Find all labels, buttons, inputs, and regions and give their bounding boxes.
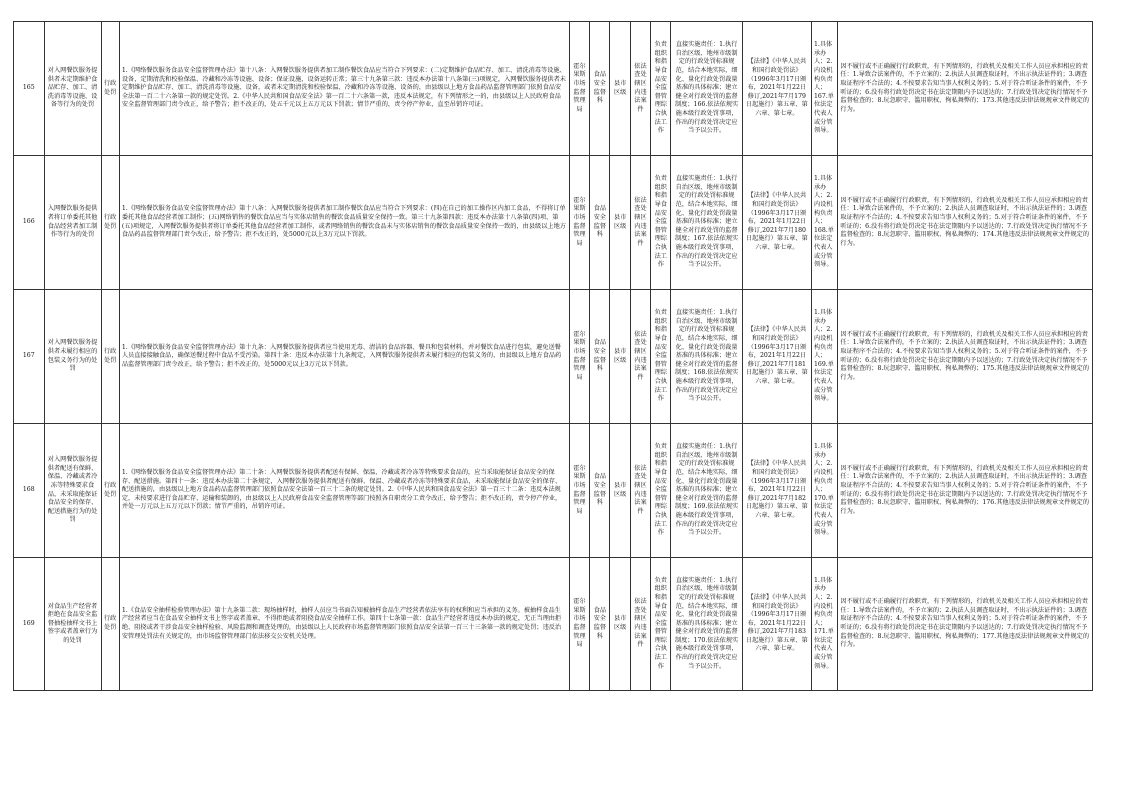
accountability-cases: 因不履行或不正确履行行政职责，有下列情形的，行政机关及相关工作人员应承担相应的责任：1.导致合法案件的，不予立案的；2.执法人员调查取证时，不出示执法证件的；3.调查取证程序不合法的；4.不按要求告知当事人权利义务的；5.对于符合听证条件的案件，不予听证的；6.没有将行政处罚决定书在法定期限内予以送达的；7.行政处罚决定执行情况不予监督检查的；8.玩忽职守、滥用职权、徇私舞弊的；173.其他违反法律法规规章文件规定的行为。: [838, 22, 1093, 156]
procedural-law: 【法律】《中华人民共和国行政处罚法》（1996年3月17日颁布，2021年1月22日修订,2021年7月180日起施行）第五章、第六章、第七章。: [742, 156, 811, 290]
legal-basis: 1.《网络餐饮服务食品安全监督管理办法》第十八条：入网餐饮服务提供者加工制作餐饮食品应当符合下列要求：(四)在自己的加工操作区内加工食品，不得将订单委托其他食品经营者加工制作；(五)网络销售的餐饮食品应当与实体店销售的餐饮食品质量安全保持一致。第三十九条第四款：违反本办法第十八条第(四)项、第(五)项规定，入网餐饮服务提供者将订单委托其他食品经营者加工制作，或者网络销售的餐饮食品未与实体店销售的餐饮食品质量安全保持一致的，由县级以上地方食品药品监督管理部门责令改正，给予警告；拒不改正的，处5000元以上3万元以下罚款。: [119, 156, 569, 290]
responsible-department: 食品安全监督科: [590, 22, 610, 156]
responsibility-scope: 负责组织和指导食品安全监督管理综合执法工作: [651, 424, 671, 558]
item-type: 行政处罚: [101, 290, 119, 424]
administrative-level: 县市区级: [610, 22, 630, 156]
item-name: 对入网餐饮服务提供者未定期维护食品贮存、加工、清洗消毒等设施、设备等行为的处罚: [44, 22, 101, 156]
enforcement-subject: 依法查处辖区内违法案件: [630, 22, 650, 156]
item-name: 对食品生产经营者拒绝在食品安全监督抽检抽样文书上签字或者盖章行为的处罚: [44, 558, 101, 691]
procedural-law: 【法律】《中华人民共和国行政处罚法》（1996年3月17日颁布，2021年1月22日修订,2021年7月183日起施行）第五章、第六章、第七章。: [742, 558, 811, 691]
table-row: [14, 156, 1093, 290]
responsibility-scope: 负责组织和指导食品安全监督管理综合执法工作: [651, 22, 671, 156]
item-name: 对入网餐饮服务提供者未履行相应的包装义务行为的处罚: [44, 290, 101, 424]
item-type: 行政处罚: [101, 156, 119, 290]
responsibility-description: 直接实施责任：1.执行自治区级、地州市级制定的行政处罚标准规范，结合本地实际，细化、量化行政处罚裁量基准的具体标准；建立健全对行政处罚的监督制度；167.依法依规实施本级行政处罚事项，作出的行政处罚决定应当予以公开。: [671, 156, 742, 290]
authority-table: [13, 21, 1093, 691]
accountable-persons: 1.具体承办人；2.内设机构负责人；171.单位法定代表人或分管领导。: [811, 558, 837, 691]
accountability-cases: 因不履行或不正确履行行政职责，有下列情形的，行政机关及相关工作人员应承担相应的责任：1.导致合法案件的，不予立案的；2.执法人员调查取证时，不出示执法证件的；3.调查取证程序不合法的；4.不按要求告知当事人权利义务的；5.对于符合听证条件的案件，不予听证的；6.没有将行政处罚决定书在法定期限内予以送达的；7.行政处罚决定执行情况不予监督检查的；8.玩忽职守、滥用职权、徇私舞弊的；175.其他违反法律法规规章文件规定的行为。: [838, 290, 1093, 424]
procedural-law: 【法律】《中华人民共和国行政处罚法》（1996年3月17日颁布，2021年1月22日修订,2021年7月179日起施行）第五章、第六章、第七章。: [742, 22, 811, 156]
enforcement-subject: 依法查处辖区内违法案件: [630, 558, 650, 691]
responsibility-description: 直接实施责任：1.执行自治区级、地州市级制定的行政处罚标准规范，结合本地实际，细化、量化行政处罚裁量基准的具体标准；建立健全对行政处罚的监督制度；166.依法依规实施本级行政处罚事项，作出的行政处罚决定应当予以公开。: [671, 22, 742, 156]
administrative-level: 县市区级: [610, 424, 630, 558]
legal-basis: 1.《网络餐饮服务食品安全监督管理办法》第十九条：入网餐饮服务提供者应当使用无毒、清洁的食品容器、餐具和包装材料，并对餐饮食品进行包装，避免送餐人员直接接触食品，确保送餐过程中食品不受污染。第四十条：违反本办法第十九条规定，入网餐饮服务提供者未履行相应的包装义务的，由县级以上地方食品药品监督管理部门责令改正，给予警告；拒不改正的，处5000元以上3万元以下罚款。: [119, 290, 569, 424]
table-row: [14, 424, 1093, 558]
responsibility-description: 直接实施责任：1.执行自治区级、地州市级制定的行政处罚标准规范，结合本地实际，细化、量化行政处罚裁量基准的具体标准；建立健全对行政处罚的监督制度；169.依法依规实施本级行政处罚事项，作出的行政处罚决定应当予以公开。: [671, 424, 742, 558]
administrative-level: 县市区级: [610, 558, 630, 691]
legal-basis: 1.《食品安全抽样检验管理办法》第十九条第二款：现场抽样时，抽样人员应当书面告知被抽样食品生产经营者依法享有的权利和应当承担的义务。被抽样食品生产经营者应当在食品安全抽样文书上签字或者盖章，不得拒绝或者阻挠食品安全抽样工作。第四十七条第一款：食品生产经营者违反本办法的规定，无正当理由拒绝、阻挠或者干涉食品安全抽样检验、风险监测和调查处理的，由县级以上人民政府市场监督管理部门依照食品安全法第一百三十三条第一款的规定处罚；违反治安管理处罚法有关规定的，由市场监督管理部门依法移交公安机关处理。: [119, 558, 569, 691]
responsibility-scope: 负责组织和指导食品安全监督管理综合执法工作: [651, 558, 671, 691]
responsibility-scope: 负责组织和指导食品安全监督管理综合执法工作: [651, 156, 671, 290]
legal-basis: 1.《网络餐饮服务食品安全监督管理办法》第二十条：入网餐饮服务提供者配送有保鲜、保温、冷藏或者冷冻等特殊要求食品的，应当采取能保证食品安全的保存、配送措施。第四十一条：违反本办法第二十条规定，入网餐饮服务提供者配送有保鲜、保温、冷藏或者冷冻等特殊要求食品，未采取能保证食品安全的保存、配送措施的，由县级以上地方食品药品监督管理部门依照食品安全法第一百三十二条的规定处罚。2.《中华人民共和国食品安全法》第一百三十二条：违反本法规定，未按要求进行食品贮存、运输和装卸的，由县级以上人民政府食品安全监督管理等部门按照各自职责分工责令改正，给予警告；拒不改正的，责令停产停业，并处一万元以上五万元以下罚款；情节严重的，吊销许可证。: [119, 424, 569, 558]
accountable-persons: 1.具体承办人；2.内设机构负责人；169.单位法定代表人或分管领导。: [811, 290, 837, 424]
item-type: 行政处罚: [101, 22, 119, 156]
implementing-agency: 霍尔果斯市场监督管理局: [569, 424, 589, 558]
accountable-persons: 1.具体承办人；2.内设机构负责人；170.单位法定代表人或分管领导。: [811, 424, 837, 558]
accountable-persons: 1.具体承办人；2.内设机构负责人；167.单位法定代表人或分管领导。: [811, 22, 837, 156]
table-row: [14, 558, 1093, 691]
responsibility-scope: 负责组织和指导食品安全监督管理综合执法工作: [651, 290, 671, 424]
row-number: 165: [14, 22, 45, 156]
responsible-department: 食品安全监督科: [590, 424, 610, 558]
enforcement-subject: 依法查处辖区内违法案件: [630, 424, 650, 558]
row-number: 168: [14, 424, 45, 558]
legal-basis: 1.《网络餐饮服务食品安全监督管理办法》第十八条：入网餐饮服务提供者加工制作餐饮食品应当符合下列要求：(二)定期维护食品贮存、加工、清洗消毒等设施、设备，定期清洗和校验保温、冷藏和冷冻等设施、设备；保证设施、设备运转正常；第三十九条第三款：违反本办法第十八条第(三)项规定，入网餐饮服务提供者未定期维护食品贮存、加工、清洗消毒等设施、设备，或者未定期清洗和校验保温、冷藏和冷冻等设施、设备的，由县级以上地方食品药品监督管理部门依照食品安全法第一百二十六条第一款的规定处罚。2.《中华人民共和国食品安全法》第一百二十六条第一款，违反本法规定，有下列情形之一的，由县级以上人民政府食品安全监督管理部门责令改正，给予警告；拒不改正的，处五千元以上五万元以下罚款；情节严重的，责令停产停业，直至吊销许可证。: [119, 22, 569, 156]
row-number: 166: [14, 156, 45, 290]
enforcement-subject: 依法查处辖区内违法案件: [630, 290, 650, 424]
procedural-law: 【法律】《中华人民共和国行政处罚法》（1996年3月17日颁布，2021年1月22日修订,2021年7月182日起施行）第五章、第六章、第七章。: [742, 424, 811, 558]
implementing-agency: 霍尔果斯市场监督管理局: [569, 22, 589, 156]
responsible-department: 食品安全监督科: [590, 156, 610, 290]
responsible-department: 食品安全监督科: [590, 290, 610, 424]
responsibility-description: 直接实施责任：1.执行自治区级、地州市级制定的行政处罚标准规范，结合本地实际，细化、量化行政处罚裁量基准的具体标准；建立健全对行政处罚的监督制度；168.依法依规实施本级行政处罚事项，作出的行政处罚决定应当予以公开。: [671, 290, 742, 424]
accountability-cases: 因不履行或不正确履行行政职责，有下列情形的，行政机关及相关工作人员应承担相应的责任：1.导致合法案件的，不予立案的；2.执法人员调查取证时，不出示执法证件的；3.调查取证程序不合法的；4.不按要求告知当事人权利义务的；5.对于符合听证条件的案件，不予听证的；6.没有将行政处罚决定书在法定期限内予以送达的；7.行政处罚决定执行情况不予监督检查的；8.玩忽职守、滥用职权、徇私舞弊的；174.其他违反法律法规规章文件规定的行为。: [838, 156, 1093, 290]
table-row: [14, 22, 1093, 156]
item-type: 行政处罚: [101, 424, 119, 558]
administrative-level: 县市区级: [610, 156, 630, 290]
row-number: 169: [14, 558, 45, 691]
accountability-cases: 因不履行或不正确履行行政职责，有下列情形的，行政机关及相关工作人员应承担相应的责任：1.导致合法案件的，不予立案的；2.执法人员调查取证时，不出示执法证件的；3.调查取证程序不合法的；4.不按要求告知当事人权利义务的；5.对于符合听证条件的案件，不予听证的；6.没有将行政处罚决定书在法定期限内予以送达的；7.行政处罚决定执行情况不予监督检查的；8.玩忽职守、滥用职权、徇私舞弊的；177.其他违反法律法规规章文件规定的行为。: [838, 558, 1093, 691]
procedural-law: 【法律】《中华人民共和国行政处罚法》（1996年3月17日颁布，2021年1月22日修订,2021年7月181日起施行）第五章、第六章、第七章。: [742, 290, 811, 424]
responsibility-description: 直接实施责任：1.执行自治区级、地州市级制定的行政处罚标准规范，结合本地实际，细化、量化行政处罚裁量基准的具体标准；建立健全对行政处罚的监督制度；170.依法依规实施本级行政处罚事项，作出的行政处罚决定应当予以公开。: [671, 558, 742, 691]
row-number: 167: [14, 290, 45, 424]
table-row: [14, 290, 1093, 424]
accountable-persons: 1.具体承办人；2.内设机构负责人；168.单位法定代表人或分管领导。: [811, 156, 837, 290]
accountability-cases: 因不履行或不正确履行行政职责，有下列情形的，行政机关及相关工作人员应承担相应的责任：1.导致合法案件的，不予立案的；2.执法人员调查取证时，不出示执法证件的；3.调查取证程序不合法的；4.不按要求告知当事人权利义务的；5.对于符合听证条件的案件，不予听证的；6.没有将行政处罚决定书在法定期限内予以送达的；7.行政处罚决定执行情况不予监督检查的；8.玩忽职守、滥用职权、徇私舞弊的；176.其他违反法律法规规章文件规定的行为。: [838, 424, 1093, 558]
implementing-agency: 霍尔果斯市场监督管理局: [569, 290, 589, 424]
enforcement-subject: 依法查处辖区内违法案件: [630, 156, 650, 290]
responsible-department: 食品安全监督科: [590, 558, 610, 691]
item-type: 行政处罚: [101, 558, 119, 691]
implementing-agency: 霍尔果斯市场监督管理局: [569, 558, 589, 691]
administrative-level: 县市区级: [610, 290, 630, 424]
item-name: 入网餐饮服务提供者将订单委托其他食品经营者加工制作等行为的处罚: [44, 156, 101, 290]
item-name: 对入网餐饮服务提供者配送有保鲜、保温、冷藏或者冷冻等特殊要求食品，未采取能保证食品安全的保存、配送措施行为的处罚: [44, 424, 101, 558]
implementing-agency: 霍尔果斯市场监督管理局: [569, 156, 589, 290]
